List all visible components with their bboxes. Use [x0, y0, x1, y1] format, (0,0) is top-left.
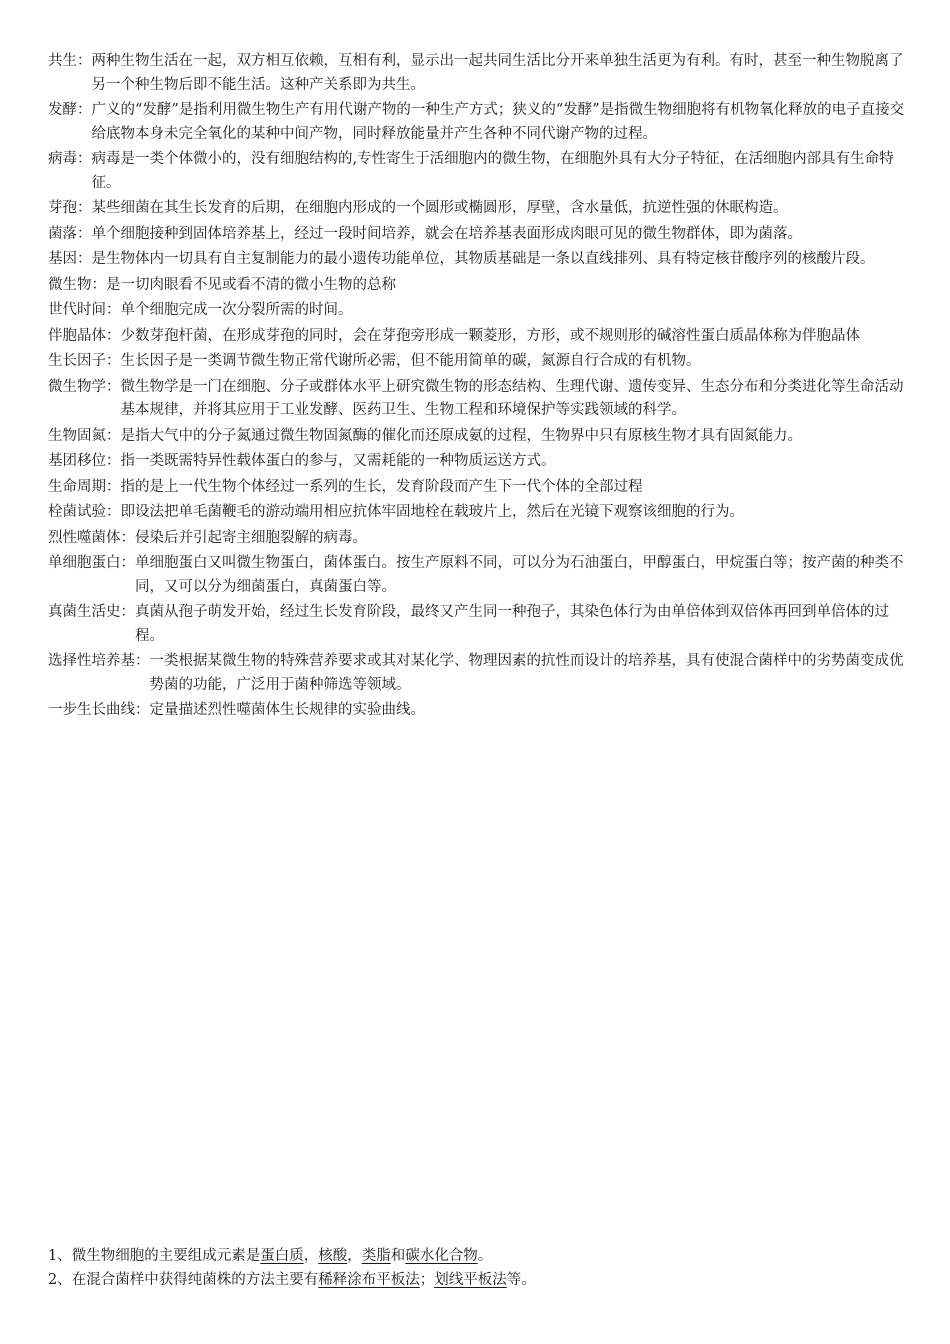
definition-item [48, 476, 910, 500]
definition-item [48, 552, 910, 599]
definition-text: 单个细胞接种到固体培养基上，经过一段时间培养，就会在培养基表面形成肉眼可见的微生物群体，即为菌落。 [91, 225, 802, 242]
separator: ； [419, 1272, 435, 1288]
definition-text: 单细胞蛋白又叫微生物蛋白，菌体蛋白。按生产原料不同，可以分为石油蛋白，甲醇蛋白，甲烷蛋白等；按产菌的种类不同，又可以分为细菌蛋白，真菌蛋白等。 [135, 555, 904, 595]
definition-term: 生命周期： [48, 478, 121, 495]
definition-term: 微生物学： [48, 378, 121, 395]
definition-item [48, 148, 910, 195]
definition-term: 发酵： [48, 102, 92, 118]
definition-item [48, 197, 910, 221]
question-prefix: 1、微生物细胞的主要组成元素是 [48, 1248, 261, 1264]
definition-text: 侵染后并引起寄主细胞裂解的病毒。 [135, 529, 367, 546]
definition-term: 伴胞晶体： [48, 327, 121, 344]
question-end: 等。 [506, 1272, 536, 1288]
definition-text: 一类根据某微生物的特殊营养要求或其对某化学、物理因素的抗性而设计的培养基，具有使混合菌样中的劣势菌变成优势菌的功能，广泛用于菌种筛选等领域。 [149, 653, 904, 693]
question-end: 。 [477, 1248, 493, 1264]
definition-item [48, 99, 910, 146]
fill-in-questions [48, 1244, 910, 1292]
definition-item [48, 274, 910, 298]
definition-text: 指的是上一代生物个体经过一系列的生长，发育阶段而产生下一代个体的全部过程 [120, 478, 643, 495]
definition-term: 病毒： [48, 151, 92, 167]
definition-term: 世代时间： [48, 302, 121, 318]
definition-item [48, 248, 910, 272]
separator: 和 [390, 1248, 406, 1264]
definition-text: 是一切肉眼看不见或看不清的微小生物的总称 [106, 276, 396, 293]
definition-term: 菌落： [48, 225, 92, 242]
definition-term: 基团移位： [48, 453, 121, 469]
definition-term: 一步生长曲线： [48, 702, 150, 718]
answer-blank: 蛋白质 [260, 1248, 304, 1264]
question-prefix: 2、在混合菌样中获得纯菌株的方法主要有 [48, 1272, 319, 1288]
definition-item [48, 450, 910, 474]
definition-text: 是指大气中的分子氮通过微生物固氮酶的催化而还原成氨的过程，生物界中只有原核生物才具有固氮能力。 [120, 427, 802, 444]
definition-term: 微生物： [48, 276, 106, 293]
definition-term: 真菌生活史： [48, 604, 135, 620]
separator: ， [303, 1248, 319, 1264]
definition-term: 选择性培养基： [48, 653, 150, 669]
separator: ， [347, 1248, 362, 1264]
definition-text: 是生物体内一切具有自主复制能力的最小遗传功能单位，其物质基础是一条以直线排列、具有特定核苷酸序列的核酸片段。 [91, 251, 875, 267]
definition-term: 单细胞蛋白： [48, 555, 135, 571]
definition-item [48, 527, 910, 551]
answer-blank: 稀释涂布平板法 [318, 1272, 420, 1288]
answer-blank: 划线平板法 [434, 1272, 507, 1288]
question-1 [48, 1244, 910, 1268]
answer-blank: 碳水化合物 [405, 1248, 478, 1264]
definition-item [48, 501, 910, 525]
definition-item [48, 650, 910, 697]
definition-term: 烈性噬菌体： [48, 529, 135, 546]
definition-text: 微生物学是一门在细胞、分子或群体水平上研究微生物的形态结构、生理代谢、遗传变异、生态分布和分类进化等生命活动基本规律，并将其应用于工业发酵、医药卫生、生物工程和环境保护等实践领域的科学。 [120, 378, 904, 418]
definition-item [48, 376, 910, 423]
definition-text: 少数芽孢杆菌，在形成芽孢的同时，会在芽孢旁形成一颗菱形，方形，或不规则形的碱溶性蛋白质晶体称为伴胞晶体 [120, 327, 860, 344]
answer-blank: 核酸 [318, 1248, 348, 1264]
definition-text: 单个细胞完成一次分裂所需的时间。 [120, 302, 353, 318]
definition-text: 广义的“发酵”是指利用微生物生产有用代谢产物的一种生产方式；狭义的“发酵”是指微生物细胞将有机物氧化释放的电子直接交给底物本身未完全氧化的某种中间产物，同时释放能量并产生各种不同代谢产物的过程。 [91, 102, 905, 142]
definition-item [48, 425, 910, 449]
definition-term: 栓菌试验： [48, 504, 121, 520]
definition-term: 芽孢： [48, 200, 92, 216]
definition-text: 真菌从孢子萌发开始，经过生长发育阶段，最终又产生同一种孢子，其染色体行为由单倍体到双倍体再回到单倍体的过程。 [135, 604, 889, 644]
definition-text: 定量描述烈性噬菌体生长规律的实验曲线。 [149, 702, 425, 718]
definitions-list [48, 50, 910, 725]
definition-item [48, 601, 910, 648]
definition-item [48, 299, 910, 323]
definition-text: 病毒是一类个体微小的，没有细胞结构的,专性寄生于活细胞内的微生物，在细胞外具有大分子特征，在活细胞内部具有生命特征。 [91, 151, 894, 191]
question-2 [48, 1268, 910, 1292]
answer-blank: 类脂 [361, 1248, 391, 1264]
definition-text: 即设法把单毛菌鞭毛的游动端用相应抗体牢固地栓在载玻片上，然后在光镜下观察该细胞的行为。 [120, 504, 744, 520]
definition-item [48, 699, 910, 723]
definition-item [48, 223, 910, 247]
definition-term: 生物固氮： [48, 427, 121, 444]
definition-term: 共生： [48, 53, 92, 69]
definition-item [48, 50, 910, 97]
definition-text: 指一类既需特异性载体蛋白的参与，又需耗能的一种物质运送方式。 [120, 453, 556, 469]
definition-term: 基因： [48, 251, 92, 267]
definition-item [48, 325, 910, 349]
definition-item [48, 350, 910, 374]
definition-text: 生长因子是一类调节微生物正常代谢所必需，但不能用简单的碳，氮源自行合成的有机物。 [120, 353, 701, 369]
definition-term: 生长因子： [48, 353, 121, 369]
definition-text: 某些细菌在其生长发育的后期，在细胞内形成的一个圆形或椭圆形，厚壁，含水量低，抗逆性强的休眠构造。 [91, 200, 788, 216]
definition-text: 两种生物生活在一起，双方相互依赖，互相有利，显示出一起共同生活比分开来单独生活更为有利。有时，甚至一种生物脱离了另一个种生物后即不能生活。这种产关系即为共生。 [91, 53, 904, 93]
